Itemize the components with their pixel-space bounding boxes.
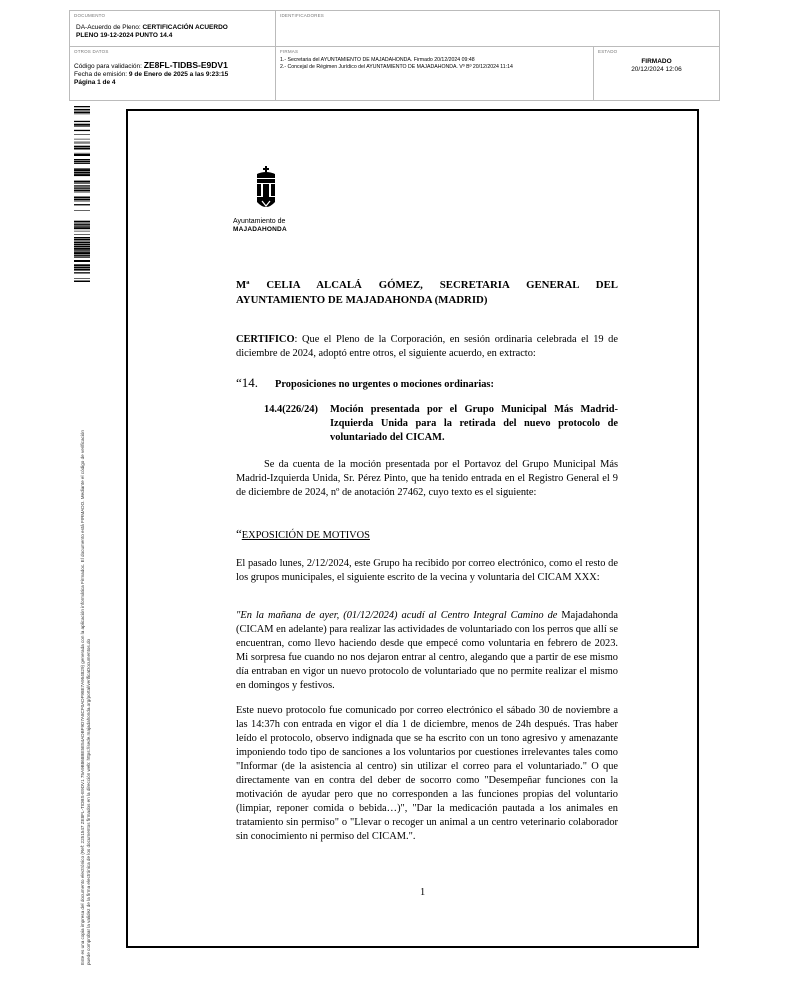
item-14-heading [236, 376, 618, 392]
documento-label: DOCUMENTO [74, 13, 106, 18]
firmas-label: FIRMAS [280, 49, 299, 54]
documento-value: DA-Acuerdo de Pleno: CERTIFICACIÓN ACUERDO PLENO 19-12-2024 PUNTO 14.4 [76, 24, 228, 39]
item-14-title: Proposiciones no urgentes o mociones ordinarias: [275, 379, 494, 390]
coat-of-arms-icon [233, 166, 303, 218]
documento-cell [70, 11, 276, 47]
firmas-cell [276, 47, 594, 100]
verification-line-2: puede comprobar la validez de la firma electrónica de los documentos firmados en la dirección web: https://sede.majadahonda.org/portal/verificaDocumentos.do [86, 638, 91, 965]
firmas-list [280, 57, 592, 71]
paragraph-1: Se da cuenta de la moción presentada por el Portavoz del Grupo Municipal Más Madrid-Izquierda Unida, Sr. Pérez Pinto, que ha tenido entrada en el Registro General el 9 de diciembre de 2024, nº de anotación 27462, cuyo texto es el siguiente: [236, 459, 618, 498]
estado-label: ESTADO [598, 49, 618, 54]
logo-text: Ayuntamiento de MAJADAHONDA [233, 218, 287, 233]
signature-header [69, 10, 720, 101]
ayuntamiento-logo [233, 166, 303, 236]
estado-value: FIRMADO [641, 58, 672, 65]
paragraph-3-italic: "En la mañana de ayer, (01/12/2024) acudí al Centro Integral Camino de [236, 610, 558, 621]
estado-date: 20/12/2024 12:06 [631, 66, 682, 73]
verification-line-1: Este es una copia impresa del documento electrónico (Ref: 2251547 ZE8FL-TIDBS-E9DV1 75A9B868BE5E54ADBF9D7A8CF0ADF98E7A954829) generada con la aplicación informática Firmadoc. El documento está FIRMADO. Mediante el código de verificación [80, 430, 85, 965]
page-count: Página 1 de 4 [74, 79, 116, 86]
identificadores-label: IDENTIFICADORES [280, 13, 325, 18]
firma-2: 2.- Concejal de Régimen Jurídico del AYUNTAMIENTO DE MAJADAHONDA. Vº Bº 20/12/2024 11:14 [280, 64, 513, 70]
estado-cell [594, 47, 719, 100]
verification-sidebar-text [80, 265, 92, 965]
page-number: 1 [420, 887, 426, 898]
firma-1: 1.- Secretaria del AYUNTAMIENTO DE MAJADAHONDA. Firmado 20/12/2024 09:48 [280, 57, 475, 63]
item-14-4-heading [236, 403, 618, 445]
item-14-number: “14. [236, 375, 259, 390]
exposicion-heading: “EXPOSICIÓN DE MOTIVOS [236, 526, 370, 541]
otros-datos-cell [70, 47, 276, 100]
secretary-heading: Mª CELIA ALCALÁ GÓMEZ, SECRETARIA GENERAL DEL AYUNTAMIENTO DE MAJADAHONDA (MADRID) [236, 279, 618, 306]
barcode-icon [74, 106, 90, 282]
validation-code: ZE8FL-TIDBS-E9DV1 [143, 60, 228, 70]
certifico-paragraph: CERTIFICO: Que el Pleno de la Corporación, en sesión ordinaria celebrada el 19 de diciembre de 2024, adoptó entre otros, el siguiente acuerdo, en extracto: [236, 334, 618, 359]
identificadores-cell [276, 11, 719, 47]
otros-datos-label: OTROS DATOS [74, 49, 109, 54]
item-14-4-title: Moción presentada por el Grupo Municipal Más Madrid-Izquierda Unida para la retirada del nuevo protocolo de voluntariado del CICAM. [330, 404, 618, 443]
item-14-4-number: 14.4(226/24) [264, 404, 318, 415]
paragraph-4: Este nuevo protocolo fue comunicado por correo electrónico el sábado 30 de noviembre a las 14:37h con entrada en vigor el día 1 de diciembre, menos de 24h después. Tras haber leído el protocolo, observo indignada que se ha escrito con un tono agresivo y amenazante imponiendo todo tipo de sanciones a los voluntarios por cuestiones irrelevantes tales como "Informar (de la asistencia al centro) sin utilizar el correo para el voluntariado." O que directamente van en contra del deber de socorro como "Desempeñar funciones con la motivación de ayudar pero que no corresponden a las funciones propias del voluntario (limpiar, reponer comida o bebida…)", "Dar la medicación pautada a los animales en tratamiento sin permiso" o "Llevar o recoger un animal a un centro veterinario colaborador sin conocimiento ni permiso del CICAM.". [236, 705, 618, 842]
certifico-label: CERTIFICO [236, 334, 295, 345]
estado-value-block [594, 58, 719, 74]
paragraph-3: "En la mañana de ayer, (01/12/2024) acudí al Centro Integral Camino de Majadahonda (CICAM en adelante) para realizar las actividades de voluntariado con los perros que allí se encuentran, como llevo haciendo desde que empecé como voluntaria en febrero de 2023. Mi sorpresa fue cuando no nos dejaron entrar al centro, alegando que a partir de ese mismo día entraban en vigor un nuevo protocolo de voluntariado que no permite realizar el mismo en domingos y festivos. [236, 610, 618, 691]
paragraph-2: El pasado lunes, 2/12/2024, este Grupo ha recibido por correo electrónico, como el resto de los grupos municipales, el siguiente escrito de la vecina y voluntaria del CICAM XXX: [236, 558, 618, 583]
validation-info: Código para validación: ZE8FL-TIDBS-E9DV1 Fecha de emisión: 9 de Enero de 2025 a las 9:23:15 Página 1 de 4 [74, 60, 229, 86]
exposicion-title: EXPOSICIÓN DE MOTIVOS [241, 530, 370, 541]
